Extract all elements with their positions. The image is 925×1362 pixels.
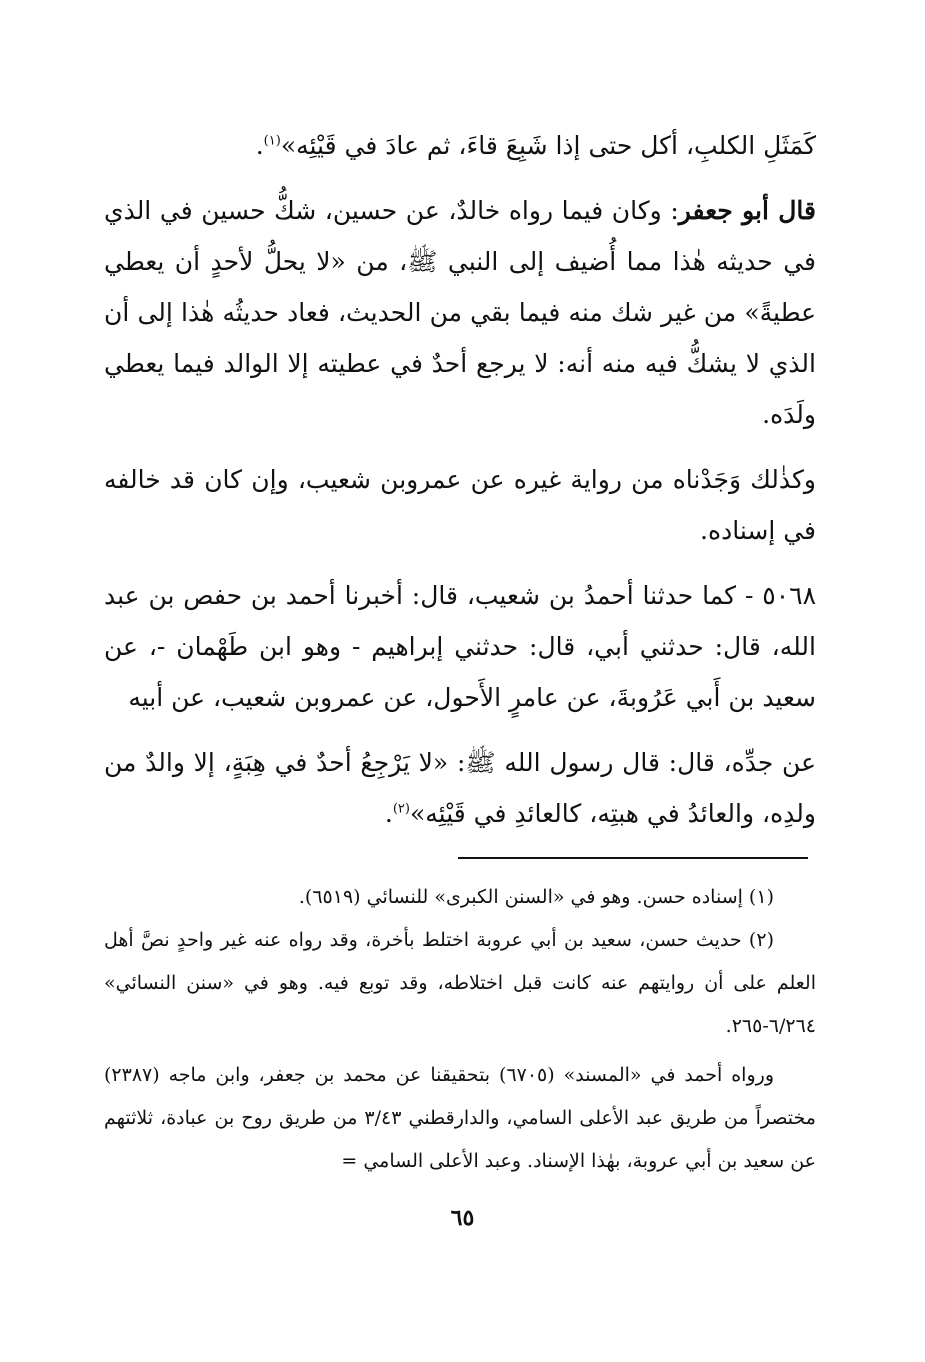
paragraph-5 <box>104 737 816 839</box>
main-text <box>104 120 816 839</box>
paragraph-2-text: : وكان فيما رواه خالدٌ، عن حسين، شكُّ حسين في الذي في حديثه هٰذا مما أُضيف إلى النبي ﷺ، من «لا يحلُّ لأحدٍ أن يعطي عطيةً» من غير شك منه فيما بقي من الحديث، فعاد حديثُه هٰذا إلى أن الذي لا يشكُّ فيه منه أنه: لا يرجع أحدٌ في عطيته إلا الوالد فيما يعطي ولَدَه. <box>104 196 816 429</box>
paragraph-3: وكذٰلك وَجَدْناه من رواية غيره عن عمروبن شعيب، وإن كان قد خالفه في إسناده. <box>104 465 816 545</box>
hadith-5068: ٥٠٦٨ - كما حدثنا أحمدُ بن شعيب، قال: أخبرنا أحمد بن حفص بن عبد الله، قال: حدثني أبي، قال: حدثني إبراهيم - وهو ابن طَهْمان -، عن سعيد بن أَبي عَرُوبةَ، عن عامرٍ الأَحول، عن عمروبن شعيب، عن أبيه <box>104 581 816 712</box>
paragraph-1 <box>104 120 816 171</box>
footnote-2-continued: ورواه أحمد في «المسند» (٦٧٠٥) بتحقيقنا عن محمد بن جعفر، وابن ماجه (٢٣٨٧) مختصراً من طريق عبد الأعلى السامي، والدارقطني ٣/٤٣ من طريق روح بن عبادة، ثلاثتهم عن سعيد بن أبي عروبة، بهٰذا الإسناد. وعبد الأعلى السامي = <box>104 1064 816 1172</box>
footnote-ref-2: (٢) <box>392 801 410 817</box>
paragraph-5-text: عن جدِّه، قال: قال رسول الله ﷺ: «لا يَرْجِعُ أحدٌ في هِبَةٍ، إلا والدٌ من ولدِه، والعائدُ في هبتِه، كالعائدِ في قَيْئِه» <box>104 748 816 828</box>
footnote-1: (١) إسناده حسن. وهو في «السنن الكبرى» للنسائي (٦٥١٩). <box>298 886 774 908</box>
paragraph-2-lead: قال أبو جعفر <box>678 196 816 225</box>
footnote-2: (٢) حديث حسن، سعيد بن أبي عروبة اختلط بأخرة، وقد رواه عنه غير واحدٍ نصَّ أهل العلم على أن روايتهم عنه كانت قبل اختلاطه، وقد توبع فيه. وهو في «سنن النسائي» ٦/٢٦٤-٢٦٥. <box>104 929 816 1037</box>
paragraph-1-end: . <box>255 131 264 160</box>
paragraph-5-end: . <box>384 799 393 828</box>
page-number: ٦٥ <box>450 1205 475 1231</box>
paragraph-1-text: كَمَثَلِ الكلبِ، أكل حتى إذا شَبِعَ قاءَ، ثم عادَ في قَيْئِه» <box>280 131 816 160</box>
paragraph-2 <box>104 185 816 440</box>
footnote-ref-1: (١) <box>263 133 281 149</box>
footnotes <box>104 876 816 1183</box>
footnote-separator <box>458 857 808 859</box>
